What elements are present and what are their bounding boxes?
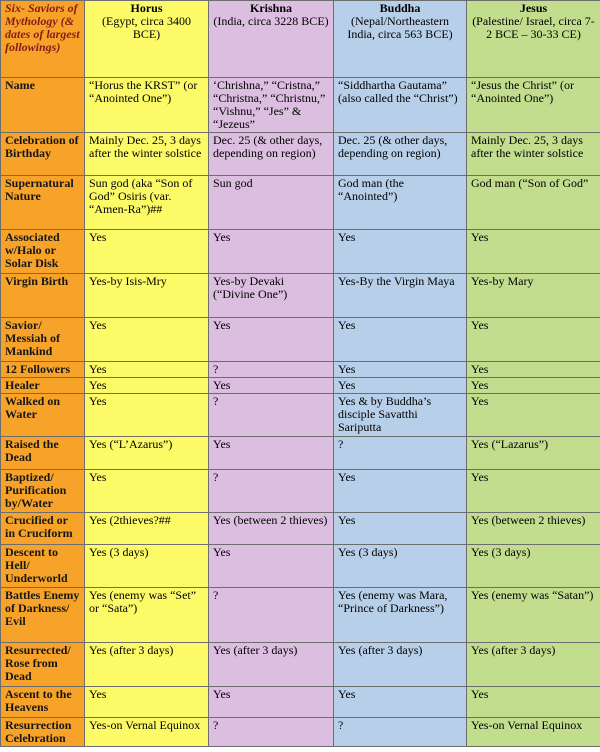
table-row — [1, 545, 600, 588]
table-cell: Yes-by Isis-Mry — [85, 274, 209, 318]
table-row — [1, 588, 600, 643]
table-cell: God man (“Son of God” — [467, 176, 600, 230]
table-cell: Yes — [85, 378, 209, 394]
header-row — [1, 1, 600, 78]
table-cell: Yes (after 3 days) — [467, 643, 600, 687]
row-label: Resurrected/ Rose from Dead — [1, 643, 85, 687]
column-subtitle: (Egypt, circa 3400 BCE) — [102, 14, 191, 41]
table-cell: Yes-on Vernal Equinox — [85, 718, 209, 747]
table-cell: Yes — [467, 394, 600, 437]
table-cell: ? — [209, 470, 334, 513]
row-label: Ascent to the Heavens — [1, 687, 85, 718]
column-header-buddha — [334, 1, 467, 78]
table-cell: Yes — [209, 318, 334, 362]
table-cell: ? — [209, 718, 334, 747]
row-label: Battles Enemy of Darkness/ Evil — [1, 588, 85, 643]
table-cell: Yes — [85, 230, 209, 274]
table-cell: Yes — [85, 470, 209, 513]
table-cell: Yes (after 3 days) — [334, 643, 467, 687]
table-row — [1, 470, 600, 513]
column-name: Horus — [130, 1, 163, 15]
table-cell: “Siddhartha Gautama” (also called the “Christ”) — [334, 78, 467, 133]
table-cell: ? — [334, 437, 467, 470]
table-cell: Yes & by Buddha’s disciple Savatthi Sariputta — [334, 394, 467, 437]
table-cell: Yes — [85, 318, 209, 362]
table-cell: Yes — [85, 394, 209, 437]
table-cell: Yes — [209, 437, 334, 470]
table-cell: Yes-on Vernal Equinox — [467, 718, 600, 747]
table-cell: Yes — [467, 230, 600, 274]
table-cell: Yes — [467, 378, 600, 394]
table-cell: Yes (enemy was Mara, “Prince of Darkness”) — [334, 588, 467, 643]
table-cell: Yes-By the Virgin Maya — [334, 274, 467, 318]
column-subtitle: (Nepal/Northeastern India, circa 563 BCE) — [347, 14, 453, 41]
table-cell: ? — [334, 718, 467, 747]
table-cell: Yes — [334, 470, 467, 513]
table-row — [1, 318, 600, 362]
table-cell: Yes — [209, 687, 334, 718]
table-cell: Sun god (aka “Son of God” Osiris (var. “Amen-Ra”)## — [85, 176, 209, 230]
table-row — [1, 230, 600, 274]
table-cell: ? — [209, 362, 334, 378]
row-label: Savior/ Messiah of Mankind — [1, 318, 85, 362]
row-label: Supernatural Nature — [1, 176, 85, 230]
table-cell: Yes (after 3 days) — [209, 643, 334, 687]
row-label: Associated w/Halo or Solar Disk — [1, 230, 85, 274]
table-cell: Yes (between 2 thieves) — [209, 513, 334, 545]
table-cell: Yes — [85, 362, 209, 378]
table-cell: Yes (“L’Azarus”) — [85, 437, 209, 470]
table-row — [1, 718, 600, 747]
table-cell: Yes — [209, 230, 334, 274]
table-cell: Yes — [467, 470, 600, 513]
table-body — [1, 78, 600, 747]
table-cell: Yes — [467, 362, 600, 378]
table-cell: ‘Chrishna,” “Cristna,” “Christna,” “Christnu,” “Vishnu,” “Jes” & “Jezeus” — [209, 78, 334, 133]
table-cell: Yes — [334, 378, 467, 394]
row-label: Baptized/ Purification by/Water — [1, 470, 85, 513]
table-row — [1, 176, 600, 230]
row-label: Resurrection Celebration — [1, 718, 85, 747]
column-subtitle: (Palestine/ Israel, circa 7-2 BCE – 30-33 CE) — [472, 14, 595, 41]
table-row — [1, 687, 600, 718]
column-subtitle: (India, circa 3228 BCE) — [213, 14, 329, 28]
table-cell: Yes — [209, 545, 334, 588]
table-cell: ? — [209, 394, 334, 437]
table-row — [1, 362, 600, 378]
table-cell: Yes (enemy was “Satan”) — [467, 588, 600, 643]
table-cell: Yes — [334, 230, 467, 274]
table-cell: Mainly Dec. 25, 3 days after the winter solstice — [85, 133, 209, 176]
table-cell: Sun god — [209, 176, 334, 230]
row-label: Crucified or in Cruciform — [1, 513, 85, 545]
corner-header: Six- Saviors of Mythology (& dates of largest followings) — [1, 1, 85, 78]
table-cell: Yes — [209, 378, 334, 394]
table-row — [1, 133, 600, 176]
table-cell: Yes — [85, 687, 209, 718]
row-label: Name — [1, 78, 85, 133]
table-cell: Yes (enemy was “Set” or “Sata”) — [85, 588, 209, 643]
table-cell: Yes (after 3 days) — [85, 643, 209, 687]
table-cell: “Horus the KRST” (or “Anointed One”) — [85, 78, 209, 133]
table-row — [1, 274, 600, 318]
table-cell: Yes — [467, 687, 600, 718]
table-cell: Yes (3 days) — [334, 545, 467, 588]
table-row — [1, 437, 600, 470]
row-label: Virgin Birth — [1, 274, 85, 318]
row-label: Healer — [1, 378, 85, 394]
row-label: Raised the Dead — [1, 437, 85, 470]
table-cell: Dec. 25 (& other days, depending on region) — [334, 133, 467, 176]
table-cell: Yes — [334, 687, 467, 718]
table-cell: Yes (between 2 thieves) — [467, 513, 600, 545]
column-header-krishna — [209, 1, 334, 78]
table-cell: Yes — [334, 513, 467, 545]
table-row — [1, 78, 600, 133]
table-cell: Yes (3 days) — [467, 545, 600, 588]
table-cell: Yes — [334, 362, 467, 378]
table-cell: God man (the “Anointed”) — [334, 176, 467, 230]
table-cell: Yes-by Mary — [467, 274, 600, 318]
column-name: Jesus — [519, 1, 548, 15]
table-cell: Yes (3 days) — [85, 545, 209, 588]
column-header-horus — [85, 1, 209, 78]
table-cell: Yes — [467, 318, 600, 362]
table-cell: Yes (“Lazarus”) — [467, 437, 600, 470]
table-cell: ? — [209, 588, 334, 643]
table-row — [1, 643, 600, 687]
row-label: 12 Followers — [1, 362, 85, 378]
row-label: Celebration of Birthday — [1, 133, 85, 176]
table-row — [1, 394, 600, 437]
column-header-jesus — [467, 1, 600, 78]
table-row — [1, 513, 600, 545]
table-cell: Yes-by Devaki (“Divine One”) — [209, 274, 334, 318]
table-cell: Dec. 25 (& other days, depending on region) — [209, 133, 334, 176]
table-cell: Mainly Dec. 25, 3 days after the winter solstice — [467, 133, 600, 176]
column-name: Buddha — [379, 1, 421, 15]
table-cell: Yes (2thieves?## — [85, 513, 209, 545]
table-cell: “Jesus the Christ” (or “Anointed One”) — [467, 78, 600, 133]
table-row — [1, 378, 600, 394]
column-name: Krishna — [249, 1, 292, 15]
table-cell: Yes — [334, 318, 467, 362]
row-label: Walked on Water — [1, 394, 85, 437]
row-label: Descent to Hell/ Underworld — [1, 545, 85, 588]
